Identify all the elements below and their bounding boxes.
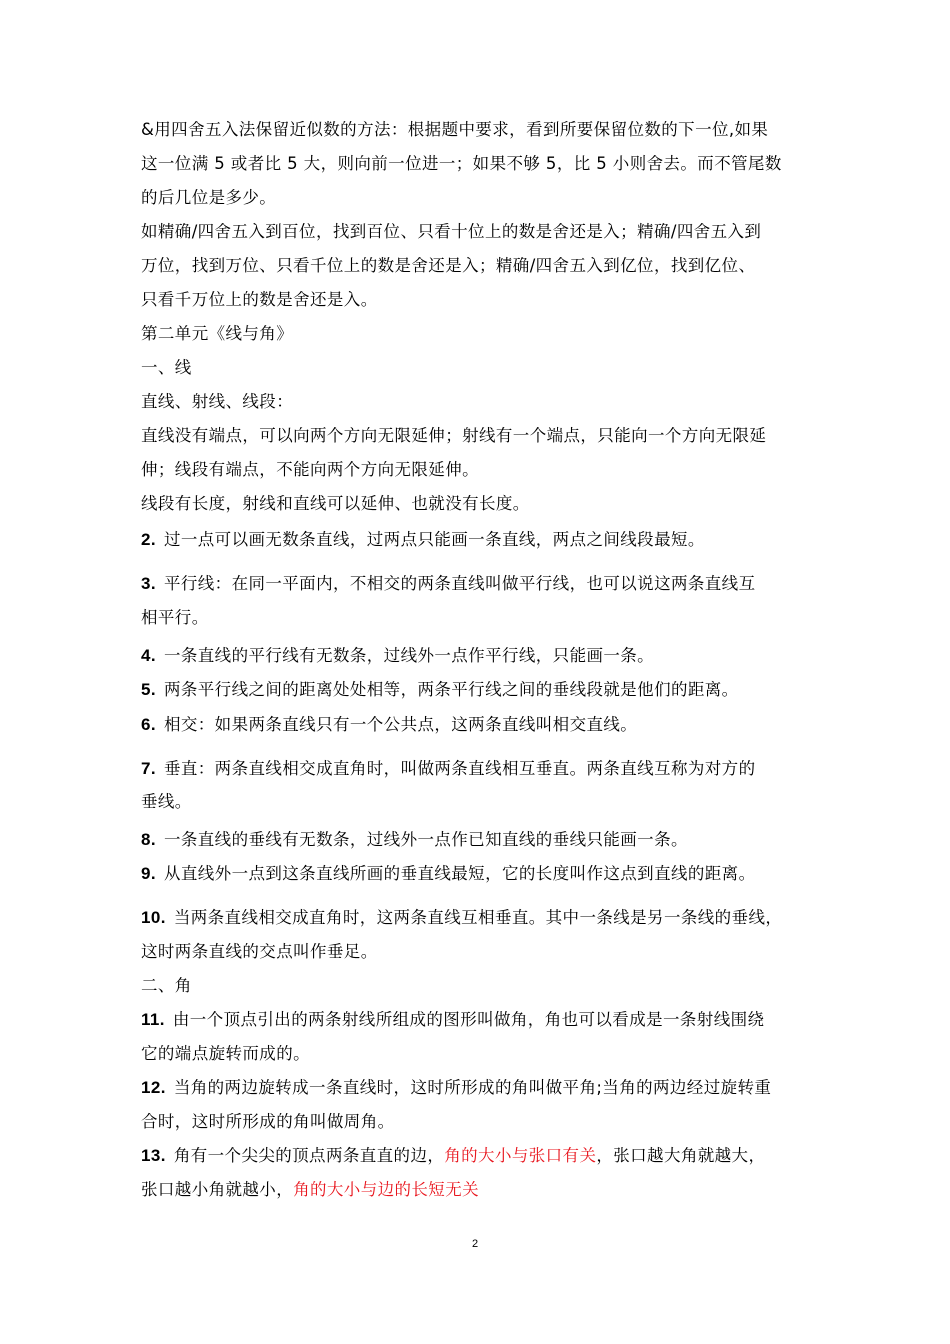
text-line: 的后几位是多少。 xyxy=(141,188,277,207)
subsection-heading: 一、线 xyxy=(141,358,192,377)
item-number: 9. xyxy=(141,864,156,883)
item-number: 6. xyxy=(141,715,156,734)
item-text: 从直线外一点到这条直线所画的垂直线最短，它的长度叫作这点到直线的距离。 xyxy=(163,864,756,883)
text-line: 它的端点旋转而成的。 xyxy=(141,1044,310,1063)
list-item xyxy=(141,906,782,930)
list-item xyxy=(141,713,637,737)
list-item xyxy=(141,862,755,886)
item-text: ，张口越大角就越大， xyxy=(596,1146,766,1165)
item-text: 角有一个尖尖的顶点两条直直的边， xyxy=(173,1146,445,1165)
text-line: 这时两条直线的交点叫作垂足。 xyxy=(141,942,378,961)
text-line: 这一位满 5 或者比 5 大，则向前一位进一；如果不够 5，比 5 小则舍去。而不管尾数 xyxy=(141,154,782,173)
list-item xyxy=(141,757,755,781)
text-line: 垂线。 xyxy=(141,792,192,811)
highlight-text: 角的大小与张口有关 xyxy=(444,1146,597,1165)
text-line: 直线没有端点，可以向两个方向无限延伸；射线有一个端点，只能向一个方向无限延 xyxy=(141,426,767,445)
page-number: 2 xyxy=(471,1238,479,1250)
text-line: &用四舍五入法保留近似数的方法：根据题中要求，看到所要保留位数的下一位,如果 xyxy=(141,120,769,139)
text-line: 只看千万位上的数是舍还是入。 xyxy=(141,290,378,309)
text-line: 合时，这时所形成的角叫做周角。 xyxy=(141,1112,395,1131)
list-item xyxy=(141,1144,765,1168)
item-text: 垂直：两条直线相交成直角时，叫做两条直线相互垂直。两条直线互称为对方的 xyxy=(163,759,756,778)
list-item xyxy=(141,1076,771,1100)
list-item xyxy=(141,678,739,702)
list-item xyxy=(141,644,654,668)
item-number: 12. xyxy=(141,1078,166,1097)
text-line: 如精确/四舍五入到百位，找到百位、只看十位上的数是舍还是入；精确/四舍五入到 xyxy=(141,222,762,241)
item-text: 相交：如果两条直线只有一个公共点，这两条直线叫相交直线。 xyxy=(163,715,638,734)
item-number: 5. xyxy=(141,680,156,699)
subsection-heading: 二、角 xyxy=(141,976,192,995)
item-number: 13. xyxy=(141,1146,166,1165)
highlight-text: 角的大小与边的长短无关 xyxy=(293,1180,480,1199)
text-line: 相平行。 xyxy=(141,608,209,627)
item-text: 一条直线的垂线有无数条，过线外一点作已知直线的垂线只能画一条。 xyxy=(163,830,688,849)
item-text: 当角的两边旋转成一条直线时，这时所形成的角叫做平角;当角的两边经过旋转重 xyxy=(173,1078,772,1097)
text-line: 直线、射线、线段： xyxy=(141,392,294,411)
item-text: 张口越小角就越小， xyxy=(141,1180,294,1199)
item-number: 2. xyxy=(141,530,156,549)
item-number: 7. xyxy=(141,759,156,778)
item-text: 由一个顶点引出的两条射线所组成的图形叫做角，角也可以看成是一条射线围绕 xyxy=(172,1010,765,1029)
item-text: 两条平行线之间的距离处处相等，两条平行线之间的垂线段就是他们的距离。 xyxy=(163,680,739,699)
item-text: 过一点可以画无数条直线，过两点只能画一条直线，两点之间线段最短。 xyxy=(163,530,705,549)
item-number: 4. xyxy=(141,646,156,665)
text-line xyxy=(141,1178,479,1202)
item-number: 3. xyxy=(141,574,156,593)
section-heading: 第二单元《线与角》 xyxy=(141,324,294,343)
item-text: 平行线：在同一平面内，不相交的两条直线叫做平行线，也可以说这两条直线互 xyxy=(163,574,756,593)
item-text: 当两条直线相交成直角时，这两条直线互相垂直。其中一条线是另一条线的垂线， xyxy=(173,908,783,927)
list-item xyxy=(141,528,705,552)
item-number: 11. xyxy=(141,1010,165,1029)
list-item xyxy=(141,572,755,596)
item-number: 10. xyxy=(141,908,166,927)
text-line: 万位，找到万位、只看千位上的数是舍还是入；精确/四舍五入到亿位，找到亿位、 xyxy=(141,256,756,275)
text-line: 伸；线段有端点，不能向两个方向无限延伸。 xyxy=(141,460,479,479)
list-item xyxy=(141,828,688,852)
text-line: 线段有长度，射线和直线可以延伸、也就没有长度。 xyxy=(141,494,530,513)
item-text: 一条直线的平行线有无数条，过线外一点作平行线，只能画一条。 xyxy=(163,646,655,665)
list-item xyxy=(141,1008,764,1032)
item-number: 8. xyxy=(141,830,156,849)
